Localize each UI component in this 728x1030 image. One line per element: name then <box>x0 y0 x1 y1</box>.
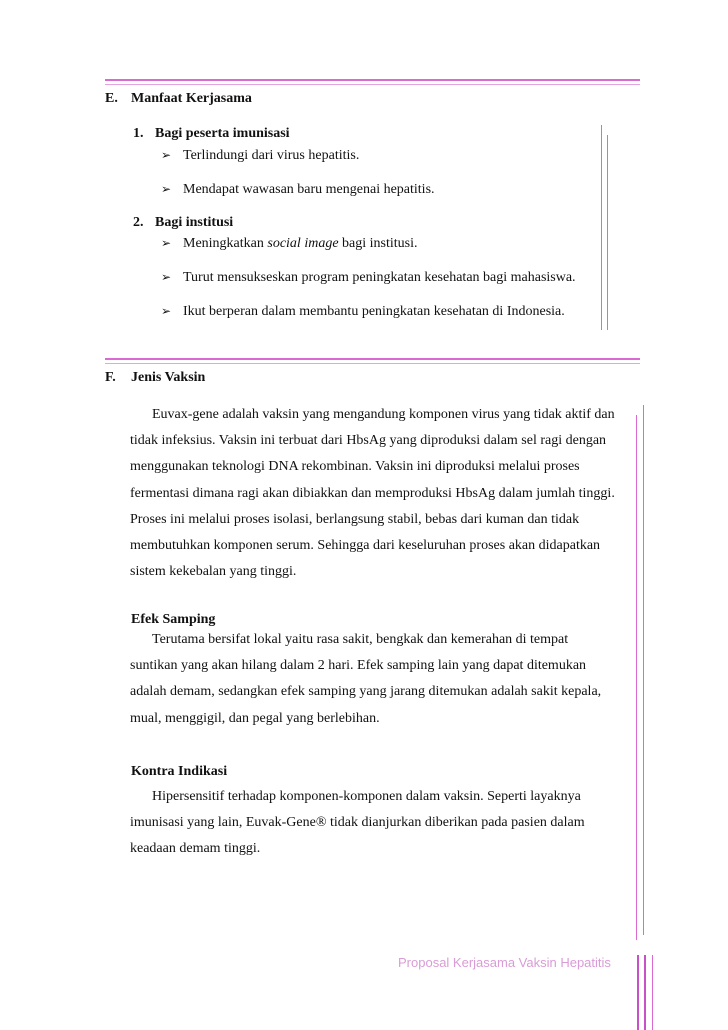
accent-line-vertical <box>643 405 644 935</box>
paragraph-line: tidak infeksius. Vaksin ini terbuat dari HbsAg yang diproduksi dalam sel ragi dengan <box>130 433 607 449</box>
paragraph-line: mual, menggigil, dan pegal yang berlebihan. <box>130 710 380 726</box>
group-1-title: Bagi peserta imunisasi <box>155 126 290 141</box>
list-item <box>161 182 435 198</box>
contraindications-heading: Kontra Indikasi <box>131 764 228 779</box>
paragraph-line: sistem kekebalan yang tinggi. <box>130 564 297 580</box>
section-e-title: Manfaat Kerjasama <box>131 91 252 106</box>
bullet-text: Terlindungi dari virus hepatitis. <box>183 148 360 163</box>
section-e-heading <box>105 91 252 107</box>
paragraph-line: Terutama bersifat lokal yaitu rasa sakit, bengkak dan kemerahan di tempat <box>152 632 569 647</box>
section-f-title: Jenis Vaksin <box>131 370 206 385</box>
paragraph-line: Proses ini melalui proses isolasi, berlangsung stabil, bebas dari kuman dan tidak <box>130 511 580 527</box>
group-1-heading <box>133 126 290 142</box>
list-item <box>161 236 417 252</box>
list-item <box>161 270 576 286</box>
bullet-text: Turut mensukseskan program peningkatan kesehatan bagi mahasiswa. <box>183 270 576 285</box>
paragraph-line: keadaan demam tinggi. <box>130 841 261 857</box>
divider-middle-inner <box>105 363 640 364</box>
footer-accent-line <box>652 955 653 1030</box>
arrow-bullet-icon: ➢ <box>161 304 172 318</box>
paragraph-line: Euvax-gene adalah vaksin yang mengandung komponen virus yang tidak aktif dan <box>152 407 615 422</box>
list-item <box>161 304 565 320</box>
divider-top <box>105 79 640 81</box>
section-f-letter: F. <box>105 370 116 385</box>
contraindications-paragraph <box>130 784 644 863</box>
group-2-number: 2. <box>133 215 144 230</box>
bullet-text-pre: Meningkatkan <box>183 236 268 251</box>
bullet-text: Ikut berperan dalam membantu peningkatan kesehatan di Indonesia. <box>183 304 565 319</box>
group-2-title: Bagi institusi <box>155 215 234 230</box>
list-item <box>161 148 359 164</box>
arrow-bullet-icon: ➢ <box>161 182 172 196</box>
paragraph-line: fermentasi dimana ragi akan dibiakkan dan memproduksi HbsAg dalam jumlah tinggi. <box>130 485 615 501</box>
divider-top-inner <box>105 84 640 85</box>
accent-line-vertical <box>636 415 637 940</box>
paragraph-line: membutuhkan komponen serum. Sehingga dari keseluruhan proses akan didapatkan <box>130 537 601 553</box>
accent-line-vertical <box>601 125 602 330</box>
paragraph-line: suntikan yang akan hilang dalam 2 hari. Efek samping lain yang dapat ditemukan <box>130 658 587 674</box>
paragraph-line: adalah demam, sedangkan efek samping yang jarang ditemukan adalah sakit kepala, <box>130 684 602 700</box>
group-1-number: 1. <box>133 126 144 141</box>
paragraph-line: Hipersensitif terhadap komponen-komponen dalam vaksin. Seperti layaknya <box>152 789 581 804</box>
bullet-text: Mendapat wawasan baru mengenai hepatitis. <box>183 182 435 197</box>
section-f-heading <box>105 370 205 386</box>
section-e-letter: E. <box>105 91 118 106</box>
arrow-bullet-icon: ➢ <box>161 270 172 284</box>
arrow-bullet-icon: ➢ <box>161 148 172 162</box>
side-effects-paragraph <box>130 627 644 732</box>
intro-paragraph <box>130 402 644 585</box>
bullet-text-post: bagi institusi. <box>338 236 418 251</box>
bullet-text-emphasis: social image <box>267 236 339 251</box>
divider-middle <box>105 358 640 360</box>
paragraph-line: menggunakan teknologi DNA rekombinan. Vaksin ini diproduksi melalui proses <box>130 459 580 475</box>
group-2-heading <box>133 215 233 231</box>
accent-line-vertical <box>607 135 608 330</box>
footer-title: Proposal Kerjasama Vaksin Hepatitis <box>398 955 611 970</box>
arrow-bullet-icon: ➢ <box>161 236 172 250</box>
side-effects-heading: Efek Samping <box>131 612 216 627</box>
footer-accent-line <box>644 955 646 1030</box>
paragraph-line: imunisasi yang lain, Euvak-Gene® tidak dianjurkan diberikan pada pasien dalam <box>130 815 585 831</box>
footer-accent-line <box>637 955 639 1030</box>
